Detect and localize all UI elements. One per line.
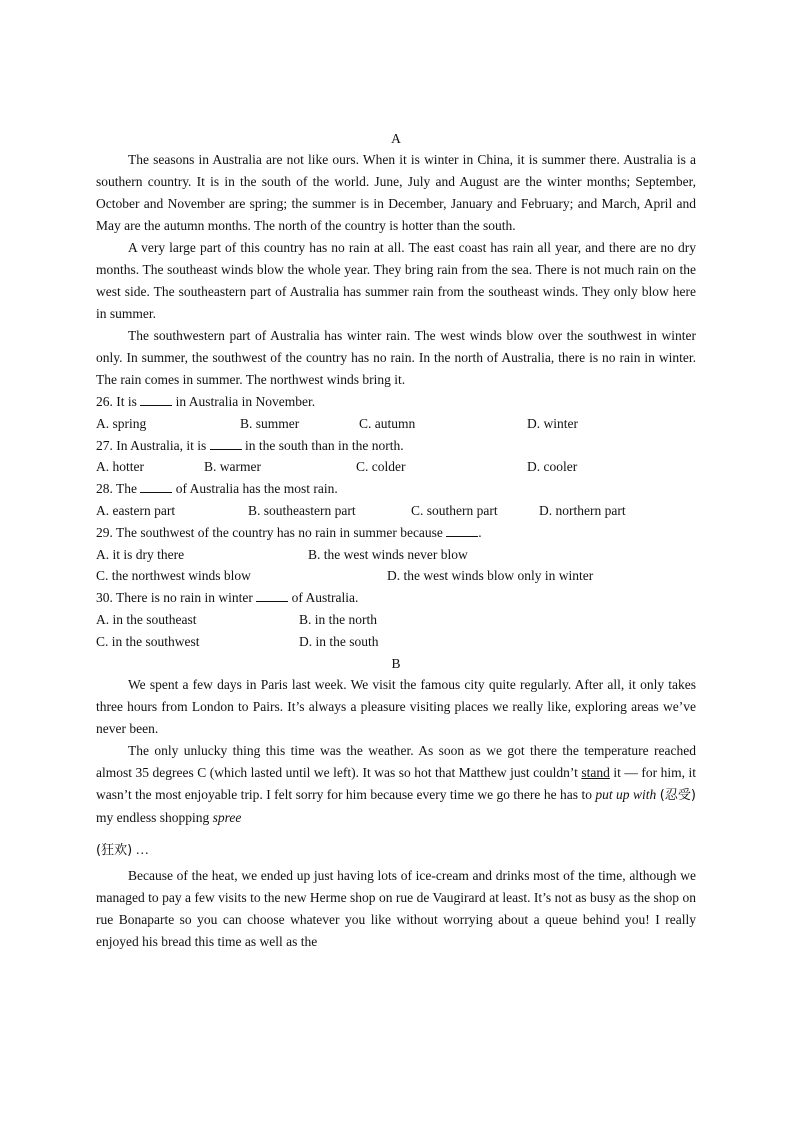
question-27: 27. In Australia, it is in the south than in the north.	[96, 437, 404, 453]
answer-blank	[256, 589, 288, 602]
option-b: B. warmer	[204, 459, 261, 475]
gloss-spree: (狂欢)	[96, 842, 133, 858]
section-a-title: A	[391, 131, 401, 146]
question-28: 28. The of Australia has the most rain.	[96, 481, 338, 497]
option-c: C. autumn	[359, 415, 416, 431]
underlined-word-stand: stand	[581, 764, 610, 780]
question-29-options-cd	[96, 565, 696, 587]
question-29: 29. The southwest of the country has no rain in summer because .	[96, 524, 482, 540]
option-d: D. northern part	[539, 502, 626, 518]
option-c: C. in the southwest	[96, 633, 200, 649]
section-b-title: B	[391, 655, 401, 671]
option-a: A. hotter	[96, 459, 144, 475]
option-d: D. the west winds blow only in winter	[387, 568, 594, 584]
option-a: A. in the southeast	[96, 611, 197, 627]
option-d: D. cooler	[527, 459, 578, 475]
section-b-paragraph-1: We spent a few days in Paris last week. We visit the famous city quite regularly. After all, it only takes three hours from London to Pairs. It’s always a pleasure visiting places we really like, exploring areas we’ve never been.	[96, 676, 696, 736]
option-c: C. colder	[356, 459, 406, 475]
phrase-put-up-with: put up with	[595, 786, 657, 802]
section-a-paragraph-1: The seasons in Australia are not like ours. When it is winter in China, it is summer there. Australia is a southern country. It is in the south of the world. June, July and August are the winter months; September, October and November are spring; the summer is in December, January and February; and March, April and May are the autumn months. The north of the country is hotter than the south.	[96, 152, 696, 233]
question-26: 26. It is in Australia in November.	[96, 394, 316, 409]
answer-blank	[140, 480, 172, 493]
option-a: A. it is dry there	[96, 546, 185, 562]
gloss-put-up-with: (忍受)	[659, 787, 696, 803]
question-27-options	[96, 456, 696, 478]
section-a-paragraph-2: A very large part of this country has no rain at all. The east coast has rain all year, and there are no dry months. The southeast winds blow the whole year. They bring rain from the sea. There is not much rain on the west side. The southeastern part of Australia has summer rain from the southeast winds. They only blow here in summer.	[96, 240, 696, 321]
option-a: A. spring	[96, 415, 147, 431]
word-spree: spree	[212, 809, 242, 825]
option-b: B. the west winds never blow	[308, 546, 468, 562]
option-c: C. southern part	[411, 502, 498, 518]
answer-blank	[210, 437, 242, 450]
question-30-options-ab	[96, 609, 696, 631]
document-content	[96, 128, 696, 953]
section-a-paragraph-3: The southwestern part of Australia has winter rain. The west winds blow over the southwest in winter only. In summer, the southwest of the country has no rain. In the north of Australia, there is no rain in winter. The rain comes in summer. The northwest winds bring it.	[96, 328, 696, 387]
option-b: B. southeastern part	[248, 502, 356, 518]
question-28-options	[96, 500, 696, 522]
spree-gloss-line: (狂欢) …	[96, 841, 150, 858]
question-30: 30. There is no rain in winter of Australia.	[96, 590, 359, 606]
section-b-paragraph-3: Because of the heat, we ended up just having lots of ice-cream and drinks most of the time, although we managed to pay a few visits to the new Herme shop on rue de Vaugirard at least. It’s not as busy as the shop on rue Bonaparte so you can choose whatever you like without worrying about a queue behind you! I really enjoyed his bread this time as well as the	[96, 867, 696, 949]
answer-blank	[446, 524, 478, 537]
option-d: D. winter	[527, 415, 578, 431]
option-c: C. the northwest winds blow	[96, 568, 251, 584]
answer-blank	[140, 393, 172, 406]
option-a: A. eastern part	[96, 502, 176, 518]
question-29-options-ab	[96, 544, 696, 566]
option-d: D. in the south	[299, 633, 379, 649]
option-b: B. summer	[240, 415, 300, 431]
section-b-paragraph-2: The only unlucky thing this time was the weather. As soon as we got there the temperature reached almost 35 degrees C (which lasted until we left). It was so hot that Matthew just couldn’t stand it — for him, it wasn’t the most enjoyable trip. I felt sorry for him because every time we go there he has to put up with (忍受) my endless shopping spree	[96, 742, 696, 825]
option-b: B. in the north	[299, 611, 377, 627]
question-26-options	[96, 413, 696, 435]
question-30-options-cd	[96, 631, 696, 653]
